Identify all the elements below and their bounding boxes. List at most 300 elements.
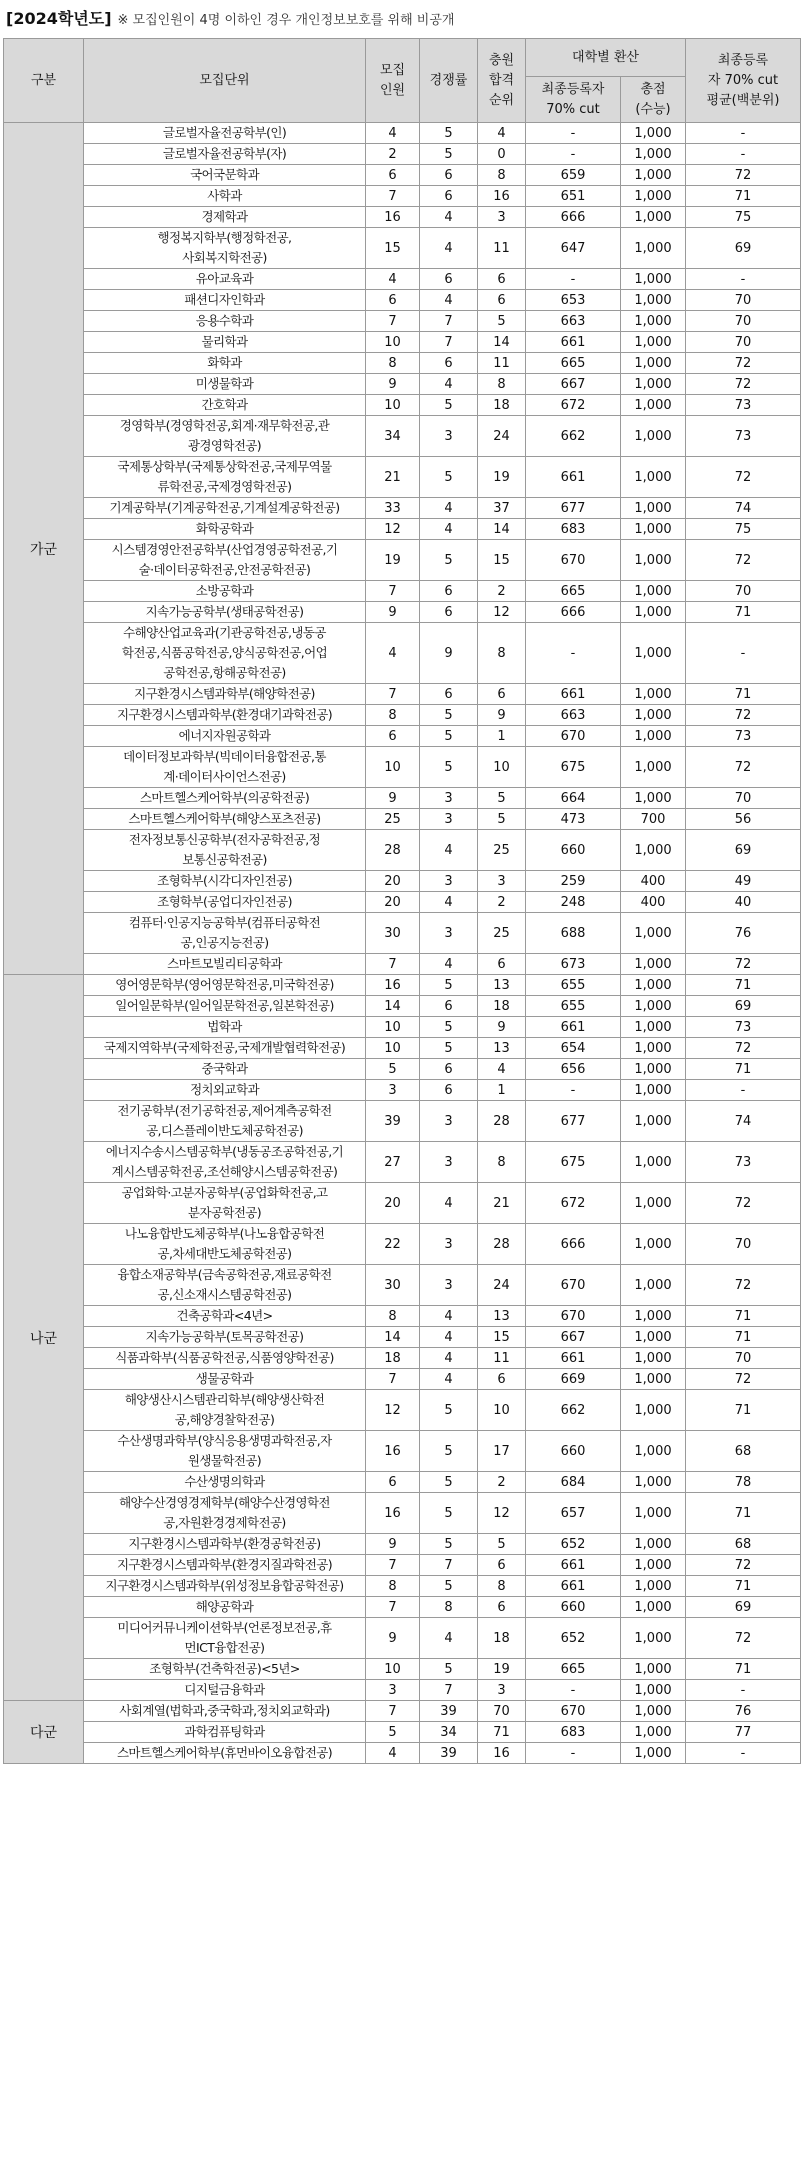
final-70-cut-cell: 473 <box>526 809 621 830</box>
quota-cell: 4 <box>366 269 420 290</box>
final-70-cut-cell: 675 <box>526 747 621 788</box>
total-score-cell: 1,000 <box>621 228 686 269</box>
quota-cell: 5 <box>366 1059 420 1080</box>
waitlist-rank-cell: 10 <box>478 747 526 788</box>
quota-cell: 12 <box>366 519 420 540</box>
waitlist-rank-cell: 18 <box>478 1618 526 1659</box>
competition-cell: 4 <box>420 498 478 519</box>
waitlist-rank-cell: 19 <box>478 457 526 498</box>
final-percentile-cell: 72 <box>686 1555 801 1576</box>
total-score-cell: 1,000 <box>621 975 686 996</box>
final-percentile-cell: 74 <box>686 498 801 519</box>
final-percentile-cell: 71 <box>686 1493 801 1534</box>
final-percentile-cell: 73 <box>686 1017 801 1038</box>
total-score-cell: 1,000 <box>621 1306 686 1327</box>
table-row <box>4 457 801 498</box>
competition-cell: 4 <box>420 519 478 540</box>
final-70-cut-cell: 662 <box>526 416 621 457</box>
total-score-cell: 1,000 <box>621 1369 686 1390</box>
total-score-cell: 400 <box>621 892 686 913</box>
final-percentile-cell: - <box>686 1743 801 1764</box>
table-row <box>4 519 801 540</box>
waitlist-rank-cell: 21 <box>478 1183 526 1224</box>
table-row <box>4 228 801 269</box>
total-score-cell: 1,000 <box>621 1555 686 1576</box>
final-percentile-cell: 76 <box>686 1701 801 1722</box>
final-70-cut-cell: - <box>526 123 621 144</box>
final-percentile-cell: 72 <box>686 705 801 726</box>
waitlist-rank-cell: 8 <box>478 165 526 186</box>
table-row <box>4 1722 801 1743</box>
competition-cell: 4 <box>420 1327 478 1348</box>
header-category: 구분 <box>4 39 84 123</box>
waitlist-rank-cell: 18 <box>478 996 526 1017</box>
header-waitlist: 충원 합격 순위 <box>478 39 526 123</box>
competition-cell: 6 <box>420 353 478 374</box>
quota-cell: 34 <box>366 416 420 457</box>
table-row <box>4 144 801 165</box>
quota-cell: 9 <box>366 602 420 623</box>
quota-cell: 27 <box>366 1142 420 1183</box>
final-70-cut-cell: 683 <box>526 1722 621 1743</box>
quota-cell: 20 <box>366 871 420 892</box>
total-score-cell: 1,000 <box>621 332 686 353</box>
table-row <box>4 1142 801 1183</box>
total-score-cell: 1,000 <box>621 1265 686 1306</box>
quota-cell: 20 <box>366 892 420 913</box>
final-percentile-cell: 70 <box>686 1224 801 1265</box>
waitlist-rank-cell: 6 <box>478 684 526 705</box>
total-score-cell: 1,000 <box>621 1493 686 1534</box>
total-score-cell: 1,000 <box>621 623 686 684</box>
final-percentile-cell: 71 <box>686 1659 801 1680</box>
unit-name-cell: 간호학과 <box>84 395 366 416</box>
table-row <box>4 913 801 954</box>
final-70-cut-cell: 667 <box>526 1327 621 1348</box>
competition-cell: 5 <box>420 726 478 747</box>
quota-cell: 14 <box>366 996 420 1017</box>
quota-cell: 3 <box>366 1080 420 1101</box>
table-row <box>4 581 801 602</box>
final-70-cut-cell: 660 <box>526 1597 621 1618</box>
total-score-cell: 1,000 <box>621 830 686 871</box>
final-70-cut-cell: 670 <box>526 726 621 747</box>
total-score-cell: 1,000 <box>621 1224 686 1265</box>
final-70-cut-cell: - <box>526 1743 621 1764</box>
final-percentile-cell: 70 <box>686 788 801 809</box>
quota-cell: 9 <box>366 374 420 395</box>
final-70-cut-cell: 259 <box>526 871 621 892</box>
total-score-cell: 700 <box>621 809 686 830</box>
waitlist-rank-cell: 28 <box>478 1101 526 1142</box>
unit-name-cell: 영어영문학부(영어영문학전공,미국학전공) <box>84 975 366 996</box>
quota-cell: 8 <box>366 705 420 726</box>
waitlist-rank-cell: 25 <box>478 913 526 954</box>
waitlist-rank-cell: 6 <box>478 1597 526 1618</box>
unit-name-cell: 사회계열(법학과,중국학과,정치외교학과) <box>84 1701 366 1722</box>
final-percentile-cell: 72 <box>686 747 801 788</box>
unit-name-cell: 과학컴퓨팅학과 <box>84 1722 366 1743</box>
total-score-cell: 1,000 <box>621 684 686 705</box>
table-row <box>4 996 801 1017</box>
final-percentile-cell: 71 <box>686 975 801 996</box>
final-70-cut-cell: 660 <box>526 830 621 871</box>
unit-name-cell: 화학과 <box>84 353 366 374</box>
competition-cell: 6 <box>420 1059 478 1080</box>
competition-cell: 5 <box>420 1472 478 1493</box>
unit-name-cell: 시스템경영안전공학부(산업경영공학전공,기 술·데이터공학전공,안전공학전공) <box>84 540 366 581</box>
final-70-cut-cell: 661 <box>526 1017 621 1038</box>
competition-cell: 4 <box>420 1306 478 1327</box>
waitlist-rank-cell: 1 <box>478 726 526 747</box>
competition-cell: 39 <box>420 1701 478 1722</box>
waitlist-rank-cell: 2 <box>478 1472 526 1493</box>
final-percentile-cell: 72 <box>686 1183 801 1224</box>
table-row <box>4 540 801 581</box>
table-row <box>4 1348 801 1369</box>
final-70-cut-cell: - <box>526 269 621 290</box>
total-score-cell: 1,000 <box>621 374 686 395</box>
final-percentile-cell: 40 <box>686 892 801 913</box>
unit-name-cell: 사학과 <box>84 186 366 207</box>
waitlist-rank-cell: 12 <box>478 602 526 623</box>
final-percentile-cell: 68 <box>686 1534 801 1555</box>
waitlist-rank-cell: 6 <box>478 290 526 311</box>
table-row <box>4 290 801 311</box>
competition-cell: 3 <box>420 1142 478 1183</box>
waitlist-rank-cell: 8 <box>478 1576 526 1597</box>
waitlist-rank-cell: 4 <box>478 123 526 144</box>
unit-name-cell: 에너지자원공학과 <box>84 726 366 747</box>
competition-cell: 4 <box>420 228 478 269</box>
table-row <box>4 747 801 788</box>
competition-cell: 6 <box>420 581 478 602</box>
final-70-cut-cell: 672 <box>526 1183 621 1224</box>
final-percentile-cell: 74 <box>686 1101 801 1142</box>
unit-name-cell: 융합소재공학부(금속공학전공,재료공학전 공,신소재시스템공학전공) <box>84 1265 366 1306</box>
final-percentile-cell: - <box>686 623 801 684</box>
final-70-cut-cell: 667 <box>526 374 621 395</box>
final-70-cut-cell: 661 <box>526 1576 621 1597</box>
competition-cell: 5 <box>420 1390 478 1431</box>
final-percentile-cell: 71 <box>686 1390 801 1431</box>
quota-cell: 6 <box>366 726 420 747</box>
unit-name-cell: 지구환경시스템과학부(해양학전공) <box>84 684 366 705</box>
unit-name-cell: 물리학과 <box>84 332 366 353</box>
competition-cell: 5 <box>420 1534 478 1555</box>
quota-cell: 2 <box>366 144 420 165</box>
table-row <box>4 1017 801 1038</box>
final-percentile-cell: 70 <box>686 581 801 602</box>
total-score-cell: 1,000 <box>621 123 686 144</box>
total-score-cell: 1,000 <box>621 1659 686 1680</box>
unit-name-cell: 조형학부(건축학전공)<5년> <box>84 1659 366 1680</box>
unit-name-cell: 지구환경시스템과학부(환경공학전공) <box>84 1534 366 1555</box>
final-percentile-cell: 72 <box>686 1038 801 1059</box>
competition-cell: 7 <box>420 311 478 332</box>
final-70-cut-cell: 672 <box>526 395 621 416</box>
admission-results-table <box>3 38 801 1764</box>
final-70-cut-cell: 664 <box>526 788 621 809</box>
competition-cell: 4 <box>420 207 478 228</box>
unit-name-cell: 전자정보통신공학부(전자공학전공,정 보통신공학전공) <box>84 830 366 871</box>
final-percentile-cell: 72 <box>686 1369 801 1390</box>
waitlist-rank-cell: 10 <box>478 1390 526 1431</box>
table-row <box>4 1327 801 1348</box>
final-70-cut-cell: 666 <box>526 207 621 228</box>
waitlist-rank-cell: 8 <box>478 623 526 684</box>
competition-cell: 5 <box>420 1038 478 1059</box>
unit-name-cell: 경제학과 <box>84 207 366 228</box>
final-percentile-cell: 72 <box>686 165 801 186</box>
waitlist-rank-cell: 19 <box>478 1659 526 1680</box>
total-score-cell: 1,000 <box>621 1472 686 1493</box>
final-percentile-cell: 73 <box>686 1142 801 1183</box>
competition-cell: 3 <box>420 416 478 457</box>
final-70-cut-cell: - <box>526 1680 621 1701</box>
total-score-cell: 1,000 <box>621 913 686 954</box>
final-70-cut-cell: 673 <box>526 954 621 975</box>
quota-cell: 28 <box>366 830 420 871</box>
table-row <box>4 1618 801 1659</box>
waitlist-rank-cell: 11 <box>478 228 526 269</box>
unit-name-cell: 조형학부(공업디자인전공) <box>84 892 366 913</box>
final-70-cut-cell: 660 <box>526 1431 621 1472</box>
final-percentile-cell: 72 <box>686 1618 801 1659</box>
table-row <box>4 123 801 144</box>
quota-cell: 9 <box>366 788 420 809</box>
total-score-cell: 1,000 <box>621 747 686 788</box>
competition-cell: 4 <box>420 1183 478 1224</box>
final-70-cut-cell: 655 <box>526 975 621 996</box>
competition-cell: 3 <box>420 1224 478 1265</box>
table-row <box>4 395 801 416</box>
final-70-cut-cell: 675 <box>526 1142 621 1183</box>
total-score-cell: 1,000 <box>621 726 686 747</box>
quota-cell: 7 <box>366 1369 420 1390</box>
unit-name-cell: 경영학부(경영학전공,회계·재무학전공,관 광경영학전공) <box>84 416 366 457</box>
quota-cell: 7 <box>366 311 420 332</box>
quota-cell: 7 <box>366 954 420 975</box>
quota-cell: 4 <box>366 123 420 144</box>
waitlist-rank-cell: 17 <box>478 1431 526 1472</box>
total-score-cell: 1,000 <box>621 1017 686 1038</box>
quota-cell: 22 <box>366 1224 420 1265</box>
unit-name-cell: 수해양산업교육과(기관공학전공,냉동공 학전공,식품공학전공,양식공학전공,어업 공학전공,항해공학전공) <box>84 623 366 684</box>
total-score-cell: 1,000 <box>621 1743 686 1764</box>
waitlist-rank-cell: 5 <box>478 1534 526 1555</box>
table-row <box>4 311 801 332</box>
waitlist-rank-cell: 15 <box>478 540 526 581</box>
waitlist-rank-cell: 24 <box>478 1265 526 1306</box>
final-percentile-cell: 71 <box>686 1576 801 1597</box>
table-row <box>4 1597 801 1618</box>
total-score-cell: 1,000 <box>621 996 686 1017</box>
waitlist-rank-cell: 15 <box>478 1327 526 1348</box>
year-label: [2024학년도] <box>6 9 112 28</box>
final-percentile-cell: - <box>686 1680 801 1701</box>
final-70-cut-cell: - <box>526 144 621 165</box>
table-row <box>4 1555 801 1576</box>
header-final-percentile: 최종등록 자 70% cut 평균(백분위) <box>686 39 801 123</box>
waitlist-rank-cell: 8 <box>478 374 526 395</box>
table-row <box>4 726 801 747</box>
unit-name-cell: 응용수학과 <box>84 311 366 332</box>
final-70-cut-cell: - <box>526 1080 621 1101</box>
total-score-cell: 400 <box>621 871 686 892</box>
waitlist-rank-cell: 28 <box>478 1224 526 1265</box>
table-row <box>4 165 801 186</box>
unit-name-cell: 지속가능공학부(토목공학전공) <box>84 1327 366 1348</box>
unit-name-cell: 미생물학과 <box>84 374 366 395</box>
table-row <box>4 684 801 705</box>
total-score-cell: 1,000 <box>621 519 686 540</box>
waitlist-rank-cell: 14 <box>478 519 526 540</box>
competition-cell: 9 <box>420 623 478 684</box>
final-70-cut-cell: 652 <box>526 1534 621 1555</box>
competition-cell: 3 <box>420 871 478 892</box>
quota-cell: 7 <box>366 1701 420 1722</box>
quota-cell: 16 <box>366 1431 420 1472</box>
waitlist-rank-cell: 2 <box>478 581 526 602</box>
total-score-cell: 1,000 <box>621 705 686 726</box>
quota-cell: 30 <box>366 1265 420 1306</box>
final-70-cut-cell: 248 <box>526 892 621 913</box>
unit-name-cell: 해양공학과 <box>84 1597 366 1618</box>
final-percentile-cell: - <box>686 269 801 290</box>
final-70-cut-cell: 661 <box>526 1348 621 1369</box>
unit-name-cell: 조형학부(시각디자인전공) <box>84 871 366 892</box>
total-score-cell: 1,000 <box>621 186 686 207</box>
waitlist-rank-cell: 14 <box>478 332 526 353</box>
unit-name-cell: 공업화학·고분자공학부(공업화학전공,고 분자공학전공) <box>84 1183 366 1224</box>
header-quota: 모집 인원 <box>366 39 420 123</box>
unit-name-cell: 국어국문학과 <box>84 165 366 186</box>
waitlist-rank-cell: 6 <box>478 269 526 290</box>
final-70-cut-cell: 661 <box>526 1555 621 1576</box>
final-70-cut-cell: 670 <box>526 540 621 581</box>
final-70-cut-cell: 661 <box>526 332 621 353</box>
unit-name-cell: 나노융합반도체공학부(나노융합공학전 공,차세대반도체공학전공) <box>84 1224 366 1265</box>
final-70-cut-cell: 657 <box>526 1493 621 1534</box>
final-percentile-cell: 75 <box>686 519 801 540</box>
total-score-cell: 1,000 <box>621 1183 686 1224</box>
final-70-cut-cell: 653 <box>526 290 621 311</box>
total-score-cell: 1,000 <box>621 457 686 498</box>
unit-name-cell: 수산생명과학부(양식응용생명과학전공,자 원생물학전공) <box>84 1431 366 1472</box>
final-percentile-cell: 68 <box>686 1431 801 1472</box>
table-row <box>4 1431 801 1472</box>
final-70-cut-cell: 666 <box>526 602 621 623</box>
total-score-cell: 1,000 <box>621 165 686 186</box>
quota-cell: 7 <box>366 1597 420 1618</box>
quota-cell: 7 <box>366 684 420 705</box>
total-score-cell: 1,000 <box>621 1327 686 1348</box>
competition-cell: 4 <box>420 374 478 395</box>
quota-cell: 8 <box>366 353 420 374</box>
table-row <box>4 1080 801 1101</box>
competition-cell: 6 <box>420 186 478 207</box>
header-unit: 모집단위 <box>84 39 366 123</box>
unit-name-cell: 글로벌자율전공학부(자) <box>84 144 366 165</box>
quota-cell: 7 <box>366 581 420 602</box>
competition-cell: 6 <box>420 996 478 1017</box>
unit-name-cell: 데이터정보과학부(빅데이터융합전공,통 계·데이터사이언스전공) <box>84 747 366 788</box>
waitlist-rank-cell: 71 <box>478 1722 526 1743</box>
final-percentile-cell: 69 <box>686 996 801 1017</box>
waitlist-rank-cell: 24 <box>478 416 526 457</box>
quota-cell: 10 <box>366 332 420 353</box>
quota-cell: 39 <box>366 1101 420 1142</box>
final-70-cut-cell: 670 <box>526 1701 621 1722</box>
final-70-cut-cell: 670 <box>526 1306 621 1327</box>
unit-name-cell: 컴퓨터·인공지능공학부(컴퓨터공학전 공,인공지능전공) <box>84 913 366 954</box>
total-score-cell: 1,000 <box>621 788 686 809</box>
total-score-cell: 1,000 <box>621 1722 686 1743</box>
waitlist-rank-cell: 6 <box>478 1369 526 1390</box>
competition-cell: 5 <box>420 1659 478 1680</box>
final-70-cut-cell: 677 <box>526 498 621 519</box>
final-percentile-cell: 70 <box>686 311 801 332</box>
waitlist-rank-cell: 1 <box>478 1080 526 1101</box>
final-percentile-cell: 76 <box>686 913 801 954</box>
competition-cell: 4 <box>420 1348 478 1369</box>
unit-name-cell: 글로벌자율전공학부(인) <box>84 123 366 144</box>
competition-cell: 4 <box>420 1369 478 1390</box>
total-score-cell: 1,000 <box>621 1618 686 1659</box>
table-row <box>4 623 801 684</box>
competition-cell: 5 <box>420 123 478 144</box>
table-row <box>4 975 801 996</box>
unit-name-cell: 스마트헬스케어학부(휴먼바이오융합전공) <box>84 1743 366 1764</box>
total-score-cell: 1,000 <box>621 353 686 374</box>
group-label: 가군 <box>4 123 84 975</box>
unit-name-cell: 지구환경시스템과학부(환경지질과학전공) <box>84 1555 366 1576</box>
waitlist-rank-cell: 11 <box>478 353 526 374</box>
total-score-cell: 1,000 <box>621 207 686 228</box>
unit-name-cell: 미디어커뮤니케이션학부(언론정보전공,휴 먼ICT융합전공) <box>84 1618 366 1659</box>
quota-cell: 6 <box>366 1472 420 1493</box>
final-percentile-cell: 72 <box>686 374 801 395</box>
table-row <box>4 1743 801 1764</box>
unit-name-cell: 중국학과 <box>84 1059 366 1080</box>
final-percentile-cell: 73 <box>686 726 801 747</box>
competition-cell: 4 <box>420 1618 478 1659</box>
table-row <box>4 1224 801 1265</box>
total-score-cell: 1,000 <box>621 269 686 290</box>
table-row <box>4 1306 801 1327</box>
total-score-cell: 1,000 <box>621 602 686 623</box>
waitlist-rank-cell: 16 <box>478 186 526 207</box>
table-row <box>4 1680 801 1701</box>
table-row <box>4 1101 801 1142</box>
waitlist-rank-cell: 13 <box>478 1306 526 1327</box>
unit-name-cell: 전기공학부(전기공학전공,제어계측공학전 공,디스플레이반도체공학전공) <box>84 1101 366 1142</box>
table-row <box>4 269 801 290</box>
competition-cell: 3 <box>420 1265 478 1306</box>
total-score-cell: 1,000 <box>621 954 686 975</box>
final-70-cut-cell: 647 <box>526 228 621 269</box>
waitlist-rank-cell: 12 <box>478 1493 526 1534</box>
final-70-cut-cell: 684 <box>526 1472 621 1493</box>
header-converted: 대학별 환산 <box>526 39 686 77</box>
total-score-cell: 1,000 <box>621 395 686 416</box>
table-row <box>4 416 801 457</box>
table-row <box>4 498 801 519</box>
waitlist-rank-cell: 6 <box>478 1555 526 1576</box>
unit-name-cell: 기계공학부(기계공학전공,기계설계공학전공) <box>84 498 366 519</box>
table-row <box>4 809 801 830</box>
